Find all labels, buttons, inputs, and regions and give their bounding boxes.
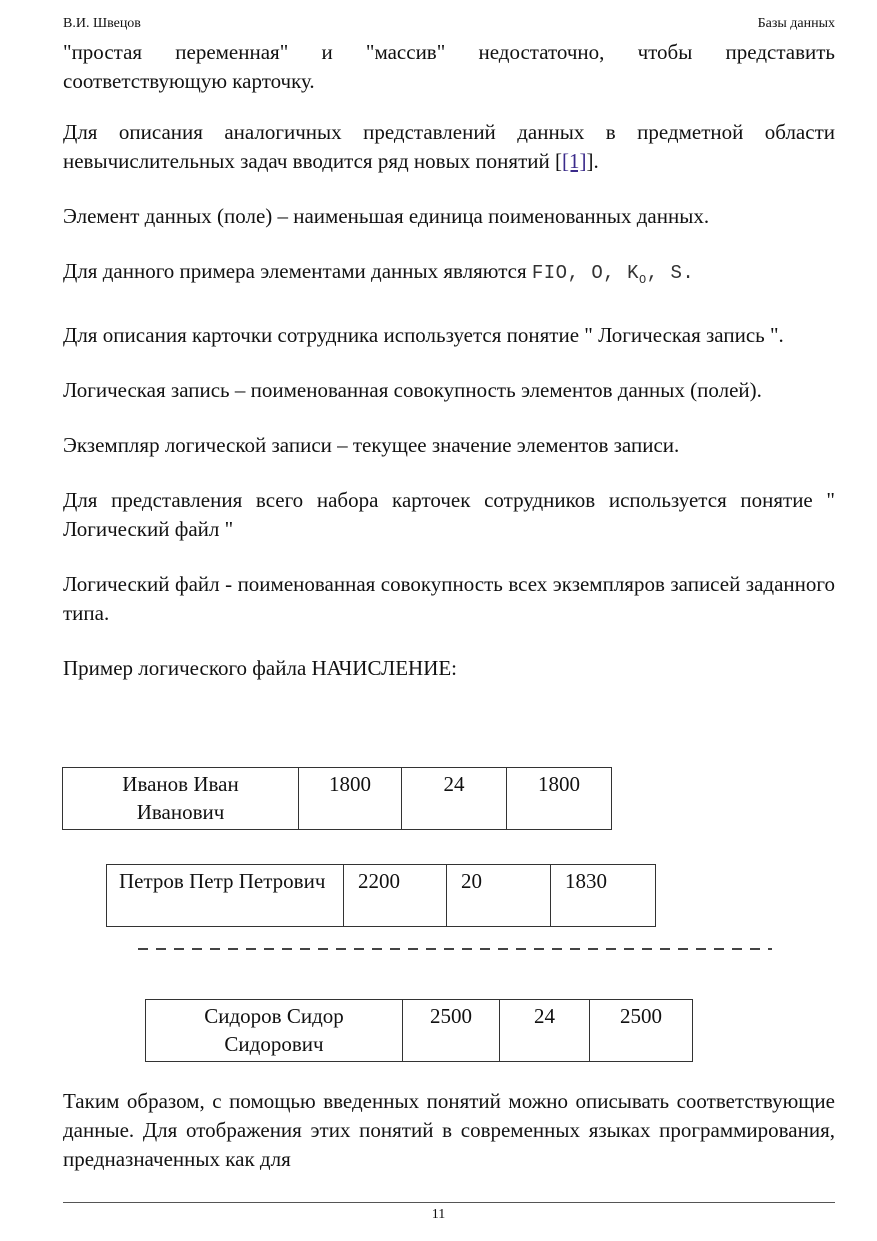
- page-content-bottom: [63, 1087, 835, 1174]
- record-sidorov: [145, 999, 693, 1062]
- page-header: [63, 16, 835, 34]
- paragraph-1: "простая переменная" и "массив" недостаточно, чтобы представить соответствующую карточку.: [63, 40, 835, 93]
- header-author: В.И. Швецов: [63, 16, 141, 31]
- record-field-2: 24: [500, 1000, 590, 1061]
- record-field-3: 1800: [538, 772, 580, 796]
- page-content: [63, 38, 835, 709]
- header-subject: Базы данных: [757, 16, 835, 31]
- field-names: FIO, O, K: [531, 262, 639, 284]
- paragraph-5: Для описания карточки сотрудника используется понятие " Логическая запись ".: [63, 322, 784, 347]
- paragraph-4-text: Для данного примера элементами данных являются: [63, 259, 532, 283]
- paragraph-10: Пример логического файла НАЧИСЛЕНИЕ:: [63, 655, 458, 680]
- paragraph-8: Для представления всего набора карточек сотрудников используется понятие " Логический файл ": [63, 487, 835, 541]
- record-field-1: 1800: [299, 768, 402, 829]
- record-field-1: 2500: [403, 1000, 500, 1061]
- record-name: Петров Петр Петрович: [107, 865, 344, 926]
- paragraph-9: Логический файл - поименованная совокупность всех экземпляров записей заданного типа.: [63, 571, 835, 625]
- record-name: Иванов Иван Иванович: [63, 768, 299, 829]
- field-names-code: [531, 262, 695, 287]
- page-number: 11: [431, 1207, 446, 1222]
- paragraph-4: [63, 257, 835, 295]
- paragraph-2-end: ].: [586, 149, 599, 173]
- paragraph-2-text: Для описания аналогичных представлений данных в предметной области невычислительных задач вводится ряд новых понятий [: [63, 120, 835, 173]
- ellipsis-dashes: [138, 940, 772, 958]
- record-field-1: 2200: [344, 865, 447, 926]
- record-ivanov: [62, 767, 612, 830]
- paragraph-3: Элемент данных (поле) – наименьшая единица поименованных данных.: [63, 204, 710, 228]
- record-petrov: [106, 864, 656, 927]
- paragraph-2: [63, 118, 835, 176]
- record-field-3: 2500: [620, 1004, 662, 1028]
- reference-link-1[interactable]: [1]: [561, 149, 587, 173]
- footer-divider: [63, 1202, 835, 1203]
- record-field-2: 20: [447, 865, 551, 926]
- paragraph-7: Экземпляр логической записи – текущее значение элементов записи.: [63, 432, 680, 457]
- paragraph-6: Логическая запись – поименованная совокупность элементов данных (полей).: [63, 377, 762, 402]
- dash-line: [138, 940, 772, 958]
- field-subscript: O: [639, 272, 647, 287]
- record-field-2: 24: [402, 768, 507, 829]
- record-field-3: 1830: [565, 869, 607, 893]
- record-name: Сидоров Сидор Сидорович: [146, 1000, 403, 1061]
- field-names-end: , S.: [646, 262, 695, 284]
- paragraph-11: Таким образом, с помощью введенных понятий можно описывать соответствующие данные. Для отображения этих понятий в современных языках программирования, предназначенных как для: [63, 1089, 835, 1171]
